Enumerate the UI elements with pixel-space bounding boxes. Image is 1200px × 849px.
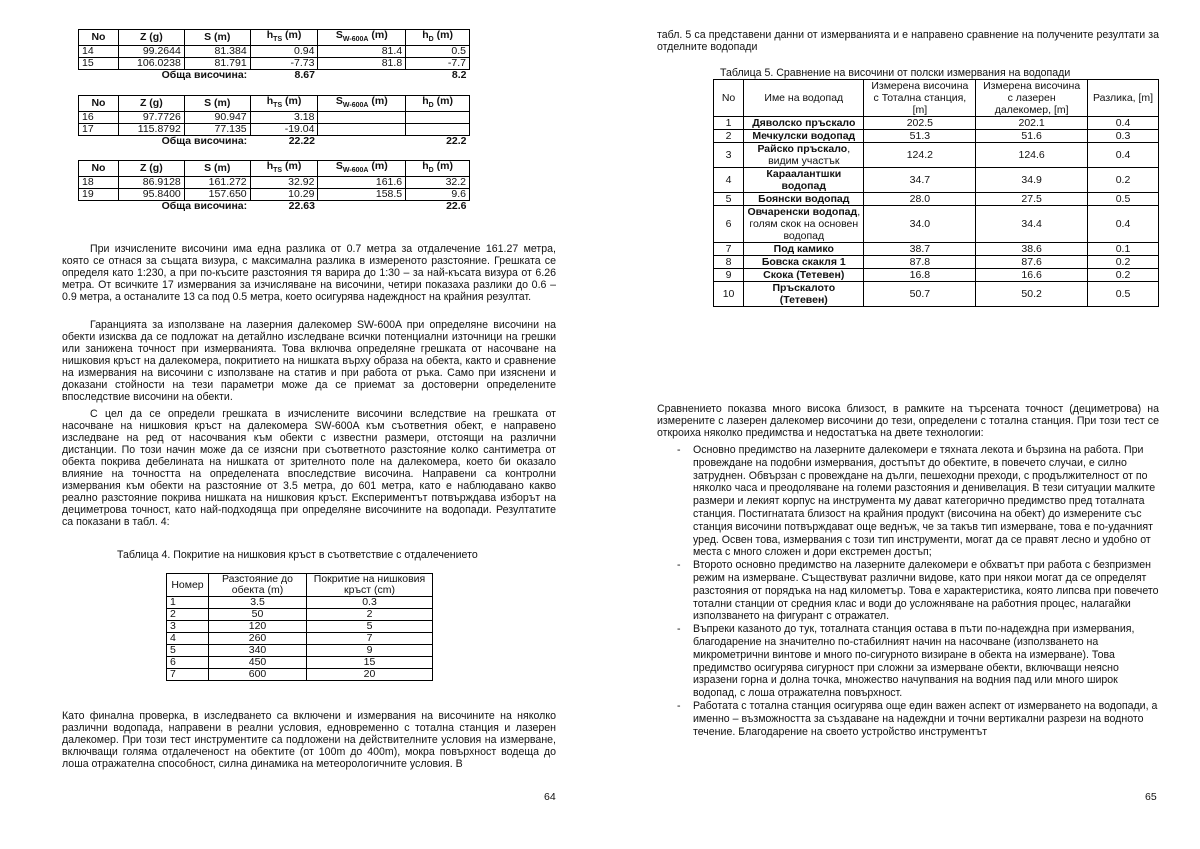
cell: 50.2 [976, 282, 1088, 307]
table-row [714, 193, 1159, 206]
cell: 34.0 [864, 206, 976, 243]
cell: 34.4 [976, 206, 1088, 243]
table-row [714, 143, 1159, 168]
col-header: $h_{TS}$ (m) [250, 161, 318, 177]
total-d: 22.6 [446, 200, 467, 213]
table-row [79, 46, 470, 58]
cell: 5 [167, 645, 209, 657]
cell: 0.4 [1088, 117, 1159, 130]
table-header-row [714, 80, 1159, 117]
col-header: $S_{W-600A}$ (m) [318, 30, 406, 46]
cell: 28.0 [864, 193, 976, 206]
col-header: Измерена височина с Тотална станция, [m] [864, 80, 976, 117]
measurement-table-2 [78, 95, 470, 147]
cell: -19.04 [250, 124, 318, 136]
waterfall-name: Пръскалото (Тетевен) [744, 282, 864, 307]
table-row [167, 633, 433, 645]
cell: 3.18 [250, 112, 318, 124]
total-ts: 22.22 [288, 135, 315, 148]
col-header: $h_{TS}$ (m) [250, 30, 318, 46]
total-label: Обща височина: [161, 69, 248, 82]
waterfall-name: Дяволско пръскало [744, 117, 864, 130]
list-item: - Второто основно предимство на лазерните далекомери е обхватът при работа с безпризмен режим на измерване. Съществуват различни видове, като при някои могат да се определят разстояния от порядъка на над километър. Това е характеристика, която липсва при повечето тотални станции от средния клас и води до усложняване на работния процес, налагайки използването на фигурант с отражател. [677, 559, 1159, 623]
cell: 0.1 [1088, 243, 1159, 256]
cell: 5 [307, 621, 433, 633]
cell: 7 [307, 633, 433, 645]
table-row [167, 645, 433, 657]
col-header: Z (g) [118, 96, 184, 112]
cell: 32.92 [250, 177, 318, 189]
table-row [714, 117, 1159, 130]
cell: 450 [209, 657, 307, 669]
col-header: Измерена височина с лазерен далекомер, [m] [976, 80, 1088, 117]
col-header: $h_{TS}$ (m) [250, 96, 318, 112]
total-row [79, 70, 470, 82]
cell: 8 [714, 256, 744, 269]
table-row [79, 112, 470, 124]
col-header: No [79, 161, 119, 177]
col-header: Име на водопад [744, 80, 864, 117]
cell: 95.8400 [118, 189, 184, 201]
col-header: Номер [167, 574, 209, 597]
total-d: 8.2 [451, 69, 467, 82]
cell: 3.5 [209, 597, 307, 609]
waterfall-comparison-table [713, 79, 1159, 307]
cell: 81.8 [318, 58, 406, 70]
table-row [714, 256, 1159, 269]
table-header-row [167, 574, 433, 597]
col-header: S (m) [184, 96, 250, 112]
col-header: $h_D$ (m) [406, 30, 470, 46]
cell: 3 [167, 621, 209, 633]
table5-caption: Таблица 5. Сравнение на височини от полски измервания на водопади [720, 67, 1071, 79]
table-row [714, 269, 1159, 282]
cell: 0.5 [406, 46, 470, 58]
table-row [167, 609, 433, 621]
col-header: $S_{W-600A}$ (m) [318, 96, 406, 112]
table-row [714, 168, 1159, 193]
cell: 4 [167, 633, 209, 645]
col-header: No [79, 96, 119, 112]
table-header-row [79, 96, 470, 112]
table-header-row [79, 161, 470, 177]
total-d: 22.2 [446, 135, 467, 148]
measurement-table-3 [78, 160, 470, 212]
paragraph-3: С цел да се определи грешката в изчислените височини вследствие на грешката от насочване на нишковия кръст на далекомера SW-600A към съответния обект, е направено изследване на ред от насочвания към обекти с известни размери, отстоящи на различни дистанции. По този начин може да се изясни при съответното разстояние колко сантиметра от обекта покрива дебелината на нишката от зрителното поле на далекомера, което би оказало влияние на точността на определената впоследствие височина. Направени са контролни измервания към обекти на разстояние от 3.5 метра, до 601 метра, като е наблюдавано какво реално разстояние покрива нишката на нишковия кръст. Експериментът потвърждава изборът на дециметрова точност, като най-подходяща при определяне височините на водопади. Резултатите са показани в табл. 4: [62, 408, 556, 528]
table-row [714, 206, 1159, 243]
cell: 81.384 [184, 46, 250, 58]
cell: 0.4 [1088, 206, 1159, 243]
waterfall-name: Райско пръскало, видим участък [744, 143, 864, 168]
cell: 0.3 [1088, 130, 1159, 143]
cell: 0.3 [307, 597, 433, 609]
cell: 32.2 [406, 177, 470, 189]
cell: 15 [79, 58, 119, 70]
paragraph-4: Като финална проверка, в изследването са включени и измервания на височините на няколко различни водопада, направени в реални условия, едновременно с тотална станция и лазерен далекомер. При този тест инструментите са подложени на действителните условия на измерване, включващи голяма отдалеченост на обектите (от 100m до 400m), мокра повърхност водеща до лоша отражателна способност, силна динамика на метеорологичните условия. В [62, 710, 556, 770]
cell: 6 [714, 206, 744, 243]
cell: 50 [209, 609, 307, 621]
table-header-row [79, 30, 470, 46]
cell: 2 [714, 130, 744, 143]
cell: 16 [79, 112, 119, 124]
waterfall-name: Караалантшки водопад [744, 168, 864, 193]
cell: 124.6 [976, 143, 1088, 168]
cell: 1 [167, 597, 209, 609]
cell: 124.2 [864, 143, 976, 168]
col-header: Z (g) [118, 30, 184, 46]
table-row [79, 124, 470, 136]
cell: 3 [714, 143, 744, 168]
cell: 38.7 [864, 243, 976, 256]
total-ts: 8.67 [294, 69, 315, 82]
table-row [167, 621, 433, 633]
table-row [79, 189, 470, 201]
cell: 10 [714, 282, 744, 307]
cell: 90.947 [184, 112, 250, 124]
waterfall-name: Под камико [744, 243, 864, 256]
table-row [167, 657, 433, 669]
waterfall-name: Мечкулски водопад [744, 130, 864, 143]
cell: 16.6 [976, 269, 1088, 282]
cell: 0.2 [1088, 256, 1159, 269]
cell: 161.272 [184, 177, 250, 189]
cell: 106.0238 [118, 58, 184, 70]
cell: 4 [714, 168, 744, 193]
cell: 202.1 [976, 117, 1088, 130]
cell [318, 112, 406, 124]
cell: 0.5 [1088, 193, 1159, 206]
cell: 158.5 [318, 189, 406, 201]
list-item: - Основно предимство на лазерните далекомери е тяхната лекота и бързина на работа. При провеждане на подобни измервания, достъпът до обектите, в повечето случаи, е силно затруднен. Обвързан с провеждане на дълги, пешеходни преходи, с продължителност от по няколко часа и преодоляване на големи разстояния и денивелация. В тези ситуации малките размери и лекият корпус на инструмента му дават категорично предимство пред тоталната станция. Постигнатата близост на крайния продукт (височина на обект) до измерените със станция височини потвърждават още веднъж, че за такъв тип измерване, това е по-удачният уред. Освен това, измервания с този тип инструменти, могат да се правят лесно и удобно от места с много сложен и дори екстремен достъп; [677, 444, 1156, 559]
total-ts: 22.63 [288, 200, 315, 213]
right-intro: табл. 5 са представени данни от измерванията и е направено сравнение на получените резултати за отделните водопади [657, 29, 1159, 53]
cell: 86.9128 [118, 177, 184, 189]
cell: 97.7726 [118, 112, 184, 124]
cell: 9 [307, 645, 433, 657]
cell: 19 [79, 189, 119, 201]
cell: 81.791 [184, 58, 250, 70]
cell: 600 [209, 669, 307, 681]
cell: 14 [79, 46, 119, 58]
cell: 9 [714, 269, 744, 282]
coverage-table [166, 573, 433, 681]
col-header: No [79, 30, 119, 46]
list-item: - Работата с тотална станция осигурява още един важен аспект от измерването на водопади, а именно – възможността за създаване на надеждни и точни вертикални разрези на водното течение. Благодарение на своето устройство инструментът [677, 699, 1158, 738]
total-label: Обща височина: [161, 200, 248, 213]
cell: 120 [209, 621, 307, 633]
cell: 16.8 [864, 269, 976, 282]
cell: 17 [79, 124, 119, 136]
col-header: Разлика, [m] [1088, 80, 1159, 117]
measurement-table-1 [78, 29, 470, 81]
total-label: Обща височина: [161, 135, 248, 148]
col-header: Покритие на нишковия кръст (cm) [307, 574, 433, 597]
waterfall-name: Боянски водопад [744, 193, 864, 206]
right-paragraph-1: Сравнението показва много висока близост, в рамките на търсената точност (дециметрова) на измерените с лазерен далекомер височини до тези, определени с тотална станция. При този тест се откроиха няколко предимства и недостатъка на двете технологии: [657, 403, 1159, 439]
cell: 0.2 [1088, 269, 1159, 282]
paragraph-1: При изчислените височини има една разлика от 0.7 метра за отдалечение 161.27 метра, която се отнася за същата визура, с максимална разлика в измереното разстояние. Грешката се определя като 1:230, а при по-късите разстояния тя варира до 1:30 – за най-късата визура от 6.26 метра. От всичките 17 измервания за изчисляване на височини, четири показаха разлики до 0.6 – 0.9 метра, а останалите 13 са под 0.5 метра, което осигурява надеждност на крайния резултат. [62, 243, 556, 303]
col-header: No [714, 80, 744, 117]
table-row [714, 243, 1159, 256]
cell: 115.8792 [118, 124, 184, 136]
cell: 5 [714, 193, 744, 206]
col-header: $h_D$ (m) [406, 96, 470, 112]
cell: 157.650 [184, 189, 250, 201]
paragraph-2: Гаранцията за използване на лазерния далекомер SW-600A при определяне височини на обекти изисква да се подложат на детайлно изследване всички потенциални източници на грешки или занижена точност при измерванията. Това включва определяне грешката от насочване на нишковия кръст на далекомера, покритието на нишката върху образа на обекта, както и сравнение на измервания на височини с използване на статив и при работа от ръка. Само при изяснени и доказани стойности на тези параметри може да се приемат за достоверни определените впоследствие височини на обекти. [62, 319, 556, 403]
cell: 38.6 [976, 243, 1088, 256]
cell: 0.94 [250, 46, 318, 58]
col-header: Разстояние до обекта (m) [209, 574, 307, 597]
cell: 27.5 [976, 193, 1088, 206]
cell: 81.4 [318, 46, 406, 58]
table-row [714, 282, 1159, 307]
cell [406, 112, 470, 124]
cell: 0.5 [1088, 282, 1159, 307]
cell: 87.8 [864, 256, 976, 269]
col-header: S (m) [184, 161, 250, 177]
waterfall-name: Скока (Тетевен) [744, 269, 864, 282]
waterfall-name: Бовска скакля 1 [744, 256, 864, 269]
cell: 50.7 [864, 282, 976, 307]
list-item: - Въпреки казаното до тук, тоталната станция остава в пъти по-надеждна при измервания, благодарение на значително по-стабилният начин на насочване (използването на микрометрични винтове и много по-сигурното визиране в обекта на измерване). Това предимство осигурява сигурност при сложни за измерване обекти, включващи неясно изразени горна и долна точка, множество начупвания на водния пад или много широк водопад, с лоша отражателна повърхност. [677, 623, 1135, 700]
col-header: $S_{W-600A}$ (m) [318, 161, 406, 177]
page-number: 65 [1145, 791, 1157, 803]
cell: -7.73 [250, 58, 318, 70]
cell: 1 [714, 117, 744, 130]
cell: 99.2644 [118, 46, 184, 58]
table-row [714, 130, 1159, 143]
cell: 161.6 [318, 177, 406, 189]
cell: 10.29 [250, 189, 318, 201]
cell [406, 124, 470, 136]
cell: 18 [79, 177, 119, 189]
cell: -7.7 [406, 58, 470, 70]
cell: 340 [209, 645, 307, 657]
cell: 15 [307, 657, 433, 669]
cell: 34.7 [864, 168, 976, 193]
col-header: S (m) [184, 30, 250, 46]
cell: 9.6 [406, 189, 470, 201]
col-header: $h_D$ (m) [406, 161, 470, 177]
total-row [79, 201, 470, 213]
cell: 2 [307, 609, 433, 621]
table-row [79, 58, 470, 70]
cell: 51.6 [976, 130, 1088, 143]
cell: 20 [307, 669, 433, 681]
cell: 34.9 [976, 168, 1088, 193]
table-row [167, 597, 433, 609]
cell: 202.5 [864, 117, 976, 130]
cell: 87.6 [976, 256, 1088, 269]
cell: 7 [167, 669, 209, 681]
cell [318, 124, 406, 136]
total-row [79, 136, 470, 148]
cell: 0.4 [1088, 143, 1159, 168]
cell: 7 [714, 243, 744, 256]
cell: 6 [167, 657, 209, 669]
cell: 2 [167, 609, 209, 621]
waterfall-name: Овчаренски водопад, голям скок на основен водопад [744, 206, 864, 243]
page-number: 64 [544, 791, 556, 803]
advantages-list [655, 444, 1160, 738]
cell: 77.135 [184, 124, 250, 136]
table-row [79, 177, 470, 189]
table4-caption: Таблица 4. Покритие на нишковия кръст в съответствие с отдалечението [117, 549, 478, 561]
table-row [167, 669, 433, 681]
cell: 260 [209, 633, 307, 645]
cell: 51.3 [864, 130, 976, 143]
col-header: Z (g) [118, 161, 184, 177]
cell: 0.2 [1088, 168, 1159, 193]
